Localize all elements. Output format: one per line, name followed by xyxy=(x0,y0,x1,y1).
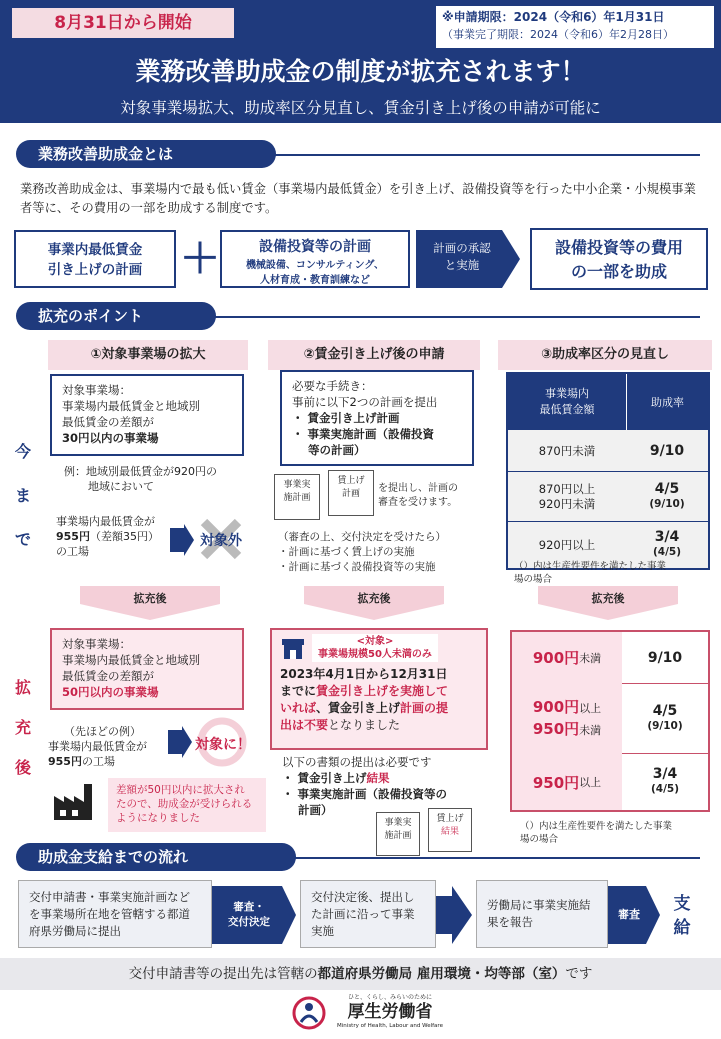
side-before-1: ま xyxy=(14,486,31,505)
c3b-header xyxy=(508,374,708,430)
table-row xyxy=(508,472,708,522)
about-heading: 業務改善助成金とは xyxy=(16,140,276,168)
c3a-r2-rate2: (9/10) xyxy=(647,719,683,732)
c3-before-note xyxy=(514,560,714,586)
col2-heading: ②賃金引き上げ後の申請 xyxy=(268,340,480,370)
c2b-n3: ・計画に基づく設備投資等の実施 xyxy=(278,561,436,573)
c3a-r1-rate: 9/10 xyxy=(647,649,683,666)
c2a-target-sub: 事業場規模50人未満のみ xyxy=(318,649,432,660)
table-row xyxy=(508,430,708,472)
c3a-r2-wage-cell xyxy=(512,684,622,754)
c3a-r3-rate: 3/4 xyxy=(652,766,678,782)
c1-workplace xyxy=(56,514,176,559)
side-label-before xyxy=(8,430,38,562)
c1a-ex2: 事業場内最低賃金が xyxy=(48,740,147,753)
side-label-after xyxy=(8,668,38,788)
document-icon xyxy=(328,470,374,516)
c1-example xyxy=(64,464,254,494)
c1b-ex2: 地域において xyxy=(88,480,154,493)
c3b-r1-wage: 870円未満 xyxy=(538,443,596,458)
c2a-t3b: 、賃金引き上げ xyxy=(316,701,401,715)
c3b-r3-rate2: (4/5) xyxy=(652,546,682,558)
c2b-b2a: 事業実施計画（設備投資 xyxy=(307,427,435,441)
c2a-s2a: 賃金引き上げ xyxy=(297,771,367,785)
c1b-w2a: 955円 xyxy=(56,530,90,543)
flow-a1b: 交付決定 xyxy=(228,916,270,928)
c3b-h1 xyxy=(508,386,626,418)
c3b-h1a: 事業場内 xyxy=(545,387,589,400)
wage-plan-line1: 事業内最低賃金 xyxy=(47,242,143,258)
flow-arrow-1-label xyxy=(214,900,284,930)
flow-arrow-2-label: 審査 xyxy=(618,908,640,921)
investment-plan-sub2: 人材育成・教育訓練など xyxy=(260,275,370,286)
flow-heading: 助成金支給までの流れ xyxy=(16,843,296,871)
c3b-r2-wage: 870円以上 920円未満 xyxy=(538,481,596,511)
investment-plan-box xyxy=(220,230,410,288)
c2a-t2b: 賃金引き上げを実施して xyxy=(316,684,449,698)
c2a-t2a: までに xyxy=(280,684,317,698)
c3a-note1: （）内は生産性要件を満たした事業 xyxy=(520,821,673,832)
footer-bar xyxy=(0,958,721,990)
c1a-ex3b: の工場 xyxy=(81,755,115,768)
c2a-doc2a: 賃上げ xyxy=(436,814,464,824)
flow-s4b: 給 xyxy=(673,918,691,938)
page-subtitle: 対象事業場拡大、助成率区分見直し、賃金引き上げ後の申請が可能に xyxy=(120,99,601,117)
points-heading: 拡充のポイント xyxy=(16,302,216,330)
flow-s4a: 支 xyxy=(673,894,691,914)
c2b-l2: 事前に以下2つの計画を提出 xyxy=(292,395,438,409)
wage-plan-box xyxy=(14,230,176,288)
c1b-l2: 事業場内最低賃金と地域別 xyxy=(62,399,200,413)
c2b-doc1b: 施計画 xyxy=(283,493,311,503)
c3b-r2-rate-cell xyxy=(626,482,708,512)
c1-after-box xyxy=(50,628,244,710)
c1b-w3: の工場 xyxy=(56,545,89,558)
c2b-doc2b: 計画 xyxy=(341,489,360,499)
c3a-r2-wage2: 950円 xyxy=(532,719,580,738)
c2a-t3c: 計画の提 xyxy=(400,701,449,715)
logo-name: 厚生労働省 xyxy=(347,1002,433,1022)
side-before-2: で xyxy=(14,530,31,549)
c2b-doc2a: 賃上げ xyxy=(337,476,365,486)
c1b-l4: 30円以内の事業場 xyxy=(62,431,159,445)
c2b-b2-row: ・ 事業実施計画（設備投資 xyxy=(292,427,435,441)
c2a-doc2b: 結果 xyxy=(440,827,459,837)
c3a-r3-suffix: 以上 xyxy=(579,776,602,789)
c3b-r3-rate: 3/4 xyxy=(654,529,680,545)
c3a-r1-suffix: 未満 xyxy=(579,651,602,665)
c2-target-row xyxy=(280,634,478,662)
c2a-t4a: 出は不要 xyxy=(280,718,329,732)
c2-before-box xyxy=(280,370,474,466)
shop-icon xyxy=(280,635,306,661)
page-title: 業務改善助成金の制度が拡充されます！ xyxy=(135,57,586,86)
c2a-s2b: 結果 xyxy=(366,771,390,785)
c3a-r3-rate-cell xyxy=(622,767,708,797)
c3b-h2: 助成率 xyxy=(651,396,684,409)
plus-icon: ＋ xyxy=(180,236,220,282)
c3a-r1-wage: 900円 xyxy=(532,649,580,667)
c1a-l1: 対象事業場： xyxy=(62,637,131,651)
c3a-r3-wage: 950円 xyxy=(532,773,580,792)
c3-before-table xyxy=(506,372,710,570)
c1b-w1: 事業場内最低賃金が xyxy=(56,515,155,528)
c2-after-box xyxy=(270,628,488,750)
c3-after-table xyxy=(510,630,710,812)
document-icon xyxy=(274,474,320,520)
c3b-note1: （）内は生産性要件を満たした事業 xyxy=(514,561,667,572)
c3-after-note xyxy=(520,820,716,846)
c3a-r2-wage1: 900円 xyxy=(532,697,580,716)
c1a-l3: 最低賃金の差額が xyxy=(62,669,154,683)
c1a-l2: 事業場内最低賃金と地域別 xyxy=(62,653,200,667)
c3b-r1-rate: 9/10 xyxy=(649,442,685,459)
logo-en: Ministry of Health, Labour and Welfare xyxy=(337,1023,443,1029)
c1a-note3: ようになりました xyxy=(116,812,200,824)
mhlw-logo-text xyxy=(330,994,450,1030)
flow-a1a: 審査・ xyxy=(233,901,265,913)
c1a-l4: 50円以内の事業場 xyxy=(62,685,159,699)
mhlw-logo-icon xyxy=(292,996,326,1030)
c2a-s4: 計画） xyxy=(298,803,333,817)
footer-text-c: です xyxy=(565,966,593,982)
wage-plan-line2: 引き上げの計画 xyxy=(47,262,143,278)
c1b-ex1: 例：地域別最低賃金が920円の xyxy=(64,465,217,478)
factory-icon xyxy=(52,782,94,822)
flow-step-1: 交付申請書・事業実施計画などを事業場所在地を管轄する都道府県労働局に提出 xyxy=(18,880,212,948)
c2a-target: <対象> xyxy=(356,636,394,647)
c2a-s3: 事業実施計画（設備投資等の xyxy=(297,787,448,801)
c3b-r2-rate: 4/5 xyxy=(654,480,680,497)
c3a-r2-suffix2: 未満 xyxy=(579,723,602,737)
c3b-note2: 場の場合 xyxy=(514,574,553,585)
included-label: 対象に！ xyxy=(195,737,251,753)
document-icon xyxy=(428,808,472,852)
table-row xyxy=(512,754,708,810)
deadline-line2: （事業完了期限：2024（令和6）年2月28日） xyxy=(442,28,674,41)
c3a-r2-rate-cell xyxy=(622,704,708,734)
table-row xyxy=(512,632,708,684)
deadline-line1: ※申請期限：2024（令和6）年1月31日 xyxy=(442,10,665,24)
c1b-l1: 対象事業場： xyxy=(62,383,131,397)
c1a-ex1: （先ほどの例） xyxy=(64,725,141,738)
c2a-t4b: となりました xyxy=(328,718,401,732)
logo-tag: ひと、くらし、みらいのために xyxy=(347,994,432,1001)
expand-label-1: 拡充後 xyxy=(133,592,167,605)
flow-step-2: 交付決定後、提出した計画に沿って事業実施 xyxy=(300,880,436,948)
footer-text-a: 交付申請書等の提出先は管轄の xyxy=(128,966,318,982)
table-row xyxy=(512,684,708,754)
investment-plan-sub1: 機械設備、コンサルティング、 xyxy=(245,260,385,271)
side-after-1: 充 xyxy=(14,718,31,737)
c2a-s2-row: ・ 賃金引き上げ結果 xyxy=(282,771,390,785)
c2b-docnote1: を提出し、計画の xyxy=(378,483,458,494)
document-icon xyxy=(376,812,420,856)
about-paragraph: 業務改善助成金は、事業場内で最も低い賃金（事業場内最低賃金）を引き上げ、設備投資等を行った中小企業・小規模事業者等に、その費用の一部を助成する制度です。 xyxy=(20,182,696,215)
c2a-doc1b: 施計画 xyxy=(384,831,412,841)
c1-after-example xyxy=(48,724,178,769)
footer-text-b: 都道府県労働局 雇用環境・均等部（室） xyxy=(317,966,566,982)
expand-label-3: 拡充後 xyxy=(591,592,625,605)
side-after-0: 拡 xyxy=(14,678,31,697)
excluded-label: 対象外 xyxy=(200,533,242,549)
arrow-right-icon xyxy=(170,524,194,556)
c2-target-badge xyxy=(312,634,438,662)
c2b-docnote2: 審査を受けます。 xyxy=(378,497,458,508)
c3b-r3-wage: 920円以上 xyxy=(538,538,596,552)
c2-before-notes xyxy=(278,530,488,575)
c2-doc-note xyxy=(378,482,478,510)
subsidy-line2: の一部を助成 xyxy=(570,262,667,281)
c3b-h1b: 最低賃金額 xyxy=(539,403,595,416)
c1-before-box xyxy=(50,374,244,456)
side-before-0: 今 xyxy=(14,442,31,461)
flow-step-4 xyxy=(662,892,702,940)
c2b-b1: 賃金引き上げ計画 xyxy=(307,411,400,425)
subsidy-box xyxy=(530,228,708,290)
flow-arrow-icon xyxy=(436,886,472,944)
c1-after-note xyxy=(108,778,266,832)
c1a-note1: 差額が50円以内に拡大され xyxy=(116,784,245,796)
c1b-w2b: （差額35円） xyxy=(89,530,159,543)
c2a-s1: 以下の書類の提出は必要です xyxy=(282,755,432,769)
col3-heading: ③助成率区分の見直し xyxy=(498,340,712,370)
c3a-r2-rate: 4/5 xyxy=(652,702,678,719)
c3b-r3-rate-cell xyxy=(626,530,708,560)
c2b-doc1a: 事業実 xyxy=(283,480,311,490)
c1b-l3: 最低賃金の差額が xyxy=(62,415,154,429)
c2a-s3-row: ・ 事業実施計画（設備投資等の xyxy=(282,787,448,801)
c3a-r1-wage-cell xyxy=(512,632,622,684)
side-after-2: 後 xyxy=(14,758,31,777)
c2b-n1: （審査の上、交付決定を受けたら） xyxy=(278,531,446,543)
c2a-t1: 2023年4月1日から12月31日 xyxy=(280,667,448,681)
c2b-b1-row: ・ 賃金引き上げ計画 xyxy=(292,411,400,425)
c2b-n2: ・計画に基づく賃上げの実施 xyxy=(278,546,415,558)
investment-plan-title: 設備投資等の計画 xyxy=(259,239,371,255)
c2a-t3a: いれば xyxy=(280,701,317,715)
c1a-note2: たので、助成金が受けられる xyxy=(116,798,253,810)
c1a-ex3a: 955円 xyxy=(48,755,82,768)
c2b-l1: 必要な手続き： xyxy=(292,379,373,393)
c3a-note2: 場の場合 xyxy=(520,834,559,845)
deadline-box xyxy=(436,6,714,48)
c3a-r3-wage-cell xyxy=(512,754,622,810)
c2-after-text xyxy=(280,666,478,734)
start-badge: 8月31日から開始 xyxy=(12,8,234,38)
approval-line1: 計画の承認 xyxy=(433,241,491,255)
c2b-b2b: 等の計画） xyxy=(308,443,366,457)
col1-heading: ①対象事業場の拡大 xyxy=(48,340,248,370)
c3b-r2-rate2: (9/10) xyxy=(649,497,685,510)
approval-line2: と実施 xyxy=(444,258,480,272)
approval-arrow-label xyxy=(420,240,504,274)
subsidy-line1: 設備投資等の費用 xyxy=(554,238,683,257)
c3a-r3-rate2: (4/5) xyxy=(650,783,680,795)
expand-label-2: 拡充後 xyxy=(357,592,391,605)
c2a-doc1a: 事業実 xyxy=(384,818,412,828)
flow-step-3: 労働局に事業実施結果を報告 xyxy=(476,880,608,948)
c3a-r2-suffix1: 以上 xyxy=(579,701,602,715)
